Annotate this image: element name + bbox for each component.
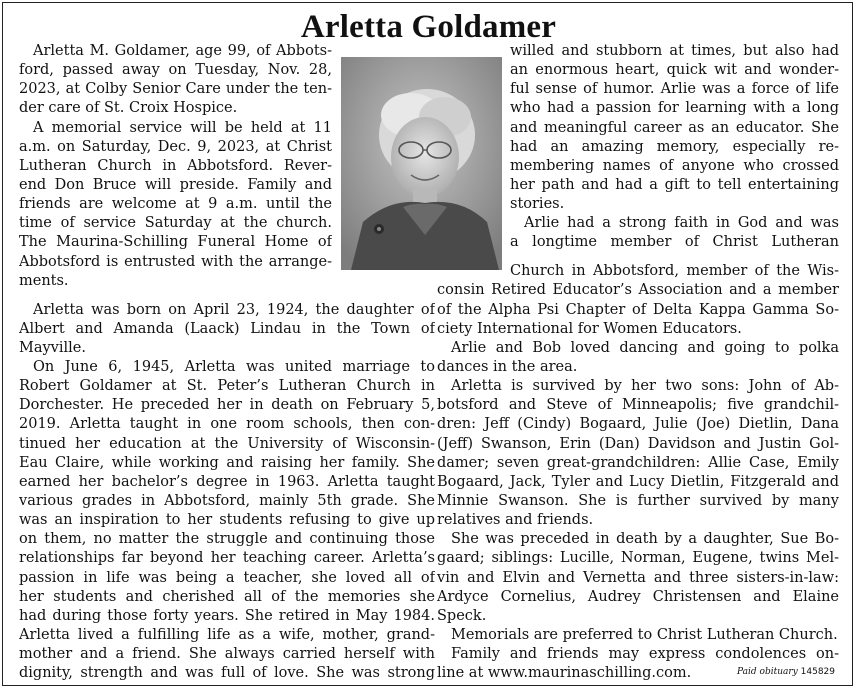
text-line: 2023, at Colby Senior Care under the ten- [19, 81, 332, 98]
text-line: (Jeff) Swanson, Erin (Dan) Davidson and Justin Gol- [437, 435, 839, 452]
text-line: Arletta is survived by her two sons: John of Ab- [451, 378, 839, 395]
left-column-text [19, 42, 332, 291]
text-line: relatives and friends. [437, 512, 594, 529]
text-line: time of service Saturday at the church. [19, 215, 332, 232]
text-line: Speck. [437, 607, 487, 624]
ad-number: 145829 [800, 667, 835, 677]
text-line: a longtime member of Christ Lutheran [510, 234, 839, 251]
text-line: dances in the area. [437, 359, 578, 375]
text-line: passion in life was being a teacher, she loved all of [19, 569, 435, 586]
text-line: Albert and Amanda (Laack) Lindau in the Town of [19, 320, 435, 337]
text-line: had an amazing memory, especially re- [510, 138, 839, 155]
text-line: ful sense of humor. Arlie was a force of life [510, 81, 839, 98]
text-line: Dorchester. He preceded her in death on February 5, [19, 397, 435, 414]
text-line: ciety International for Women Educators. [437, 320, 742, 337]
left-column-wide-text [19, 301, 435, 684]
portrait-photo [341, 57, 502, 270]
text-line: der care of St. Croix Hospice. [19, 100, 238, 117]
text-line: on them, no matter the struggle and continuing those [19, 531, 435, 548]
portrait-illustration [341, 57, 502, 270]
text-line: an enormous heart, quick wit and wonder- [510, 62, 839, 79]
text-line: who had a passion for learning with a long [510, 100, 839, 117]
text-line: was an inspiration to her students refusing to give up [19, 512, 435, 529]
text-line: relationships far beyond her teaching career. Arletta’s [19, 550, 435, 567]
text-line: Lutheran Church in Abbotsford. Rever- [19, 157, 332, 174]
text-line: Minnie Swanson. She is further survived by many [437, 492, 839, 509]
text-line: On June 6, 1945, Arletta was united marriage to [33, 359, 435, 376]
text-line: Arletta M. Goldamer, age 99, of Abbots- [33, 43, 332, 59]
text-line: earned her bachelor’s degree in 1963. Arletta taught [19, 473, 435, 490]
text-line: end Don Bruce will preside. Family and [19, 176, 332, 193]
text-line: her students and cherished all of the memories she [19, 588, 435, 605]
text-line: Family and friends may express condolences on- [451, 646, 839, 663]
text-line: mother and a friend. She always carried herself with [19, 646, 435, 663]
text-line: Mayville. [19, 339, 86, 356]
text-line: The Maurina-Schilling Funeral Home of [19, 234, 332, 251]
text-line: Ardyce Cornelius, Audrey Christensen and Elaine [437, 588, 839, 605]
text-line: and meaningful career as an educator. She [510, 119, 839, 136]
text-line: Arletta was born on April 23, 1924, the daughter of [33, 301, 435, 318]
paid-obituary-label: Paid obituary [737, 667, 798, 677]
text-line: Eau Claire, while working and raising her family. She [19, 454, 435, 471]
text-line: Arletta lived a fulfilling life as a wife, mother, grand- [19, 626, 435, 643]
text-line: 2019. Arletta taught in one room schools, then con- [19, 416, 435, 433]
text-line: Arlie had a strong faith in God and was [524, 215, 839, 232]
text-line: A memorial service will be held at 11 [33, 119, 332, 136]
obituary-title: Arletta Goldamer [300, 9, 557, 45]
text-line: ford, passed away on Tuesday, Nov. 28, [19, 62, 332, 79]
text-line: dren: Jeff (Cindy) Bogaard, Julie (Joe) Dietlin, Dana [437, 416, 839, 433]
text-line: line at www.maurinaschilling.com. [437, 665, 692, 682]
text-line: had during those forty years. She retired in May 1984. [19, 607, 435, 624]
text-line: Church in Abbotsford, member of the Wis- [510, 263, 839, 280]
text-line: Arlie and Bob loved dancing and going to polka [451, 339, 839, 356]
text-line: her path and had a gift to tell entertaining [510, 176, 839, 193]
text-line: She was preceded in death by a daughter, Sue Bo- [451, 531, 839, 548]
text-line: willed and stubborn at times, but also had [510, 43, 839, 59]
right-column-text [510, 42, 839, 253]
text-line: consin Retired Educator’s Association and a member [437, 282, 839, 299]
text-line: vin and Elvin and Vernetta and three sisters-in-law: [437, 569, 839, 586]
text-line: a.m. on Saturday, Dec. 9, 2023, at Christ [19, 138, 332, 155]
text-line: friends are welcome at 9 a.m. until the [19, 196, 332, 213]
text-line: Memorials are preferred to Christ Lutheran Church. [451, 626, 838, 643]
text-line: Bogaard, Jack, Tyler and Lucy Dietlin, Fitzgerald and [437, 473, 839, 490]
text-line: Robert Goldamer at St. Peter’s Lutheran Church in [19, 378, 435, 395]
text-line: damer; seven great-grandchildren: Allie Case, Emily [437, 454, 839, 471]
text-line: dignity, strength and was full of love. She was strong [19, 665, 435, 682]
text-line: of the Alpha Psi Chapter of Delta Kappa Gamma So- [437, 301, 839, 318]
right-column-wide-text [437, 262, 839, 683]
text-line: ments. [19, 272, 69, 289]
text-line: membering names of anyone who crossed [510, 157, 839, 174]
paid-obituary-footer [737, 667, 835, 677]
text-line: gaard; siblings: Lucille, Norman, Eugene, twins Mel- [437, 550, 839, 567]
text-line: stories. [510, 196, 565, 213]
text-line: botsford and Steve of Minneapolis; five grandchil- [437, 397, 839, 414]
text-line: tinued her education at the University of Wisconsin- [19, 435, 435, 452]
text-line: Abbotsford is entrusted with the arrange- [19, 253, 332, 270]
text-line: various grades in Abbotsford, mainly 5th grade. She [19, 493, 435, 509]
